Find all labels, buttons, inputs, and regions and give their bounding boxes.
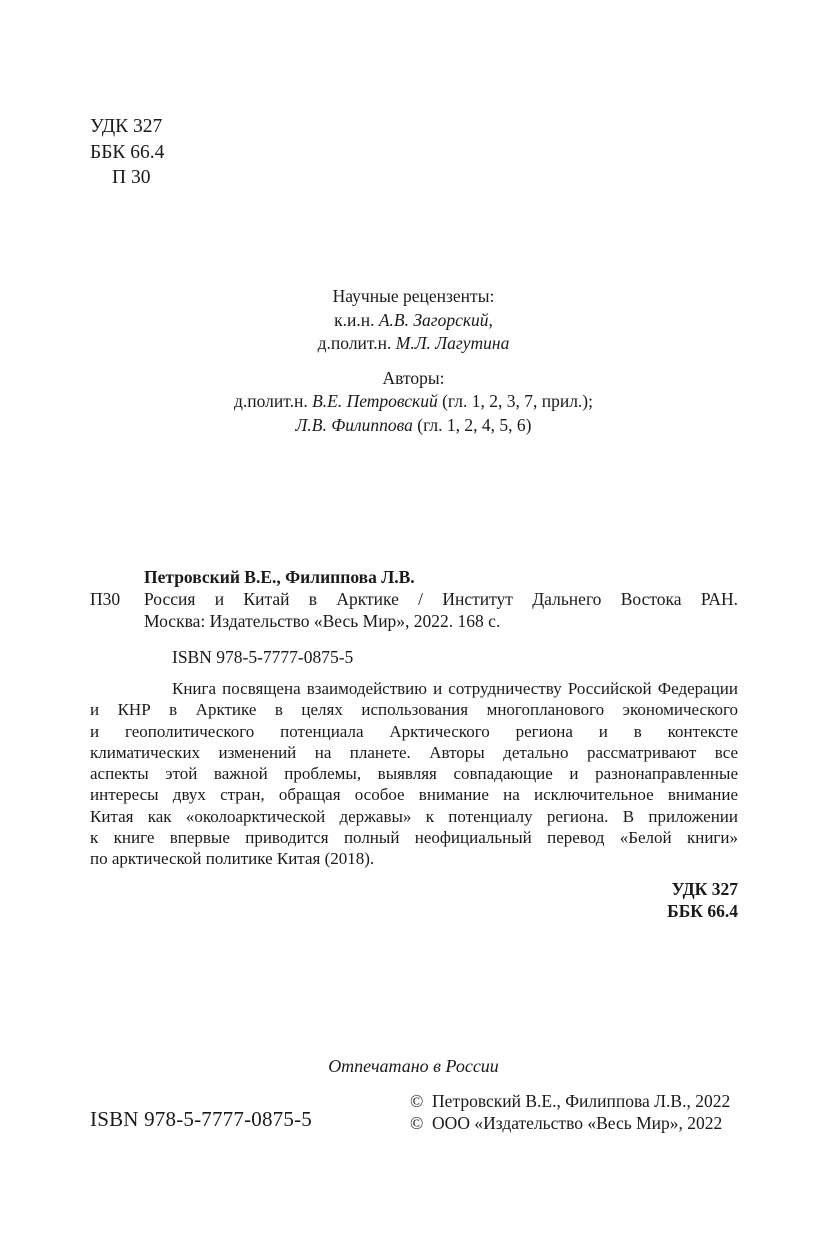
- abstract-line: климатических изменений на планете. Авторы детально рассматривают все: [90, 742, 738, 762]
- record-title-row: [90, 588, 738, 610]
- record-authors: Петровский В.Е., Филиппова Л.В.: [144, 567, 415, 587]
- abstract-line: Китая как «околоарктической державы» к потенциалу региона. В приложении: [90, 806, 738, 826]
- author-name: В.Е. Петровский: [312, 391, 438, 411]
- author-name: Л.В. Филиппова: [295, 414, 413, 435]
- abstract-line: интересы двух стран, обращая особое внимание на исключительное внимание: [90, 785, 738, 805]
- udk-code: УДК 327: [90, 116, 163, 137]
- copyright-block: [410, 1090, 730, 1134]
- abstract-line: по арктической политике Китая (2018).: [90, 849, 375, 869]
- record-bbk: ББК 66.4: [667, 900, 738, 921]
- classification-block: [90, 114, 164, 191]
- record-title: Россия и Китай в Арктике / Институт Дальнего Востока РАН.: [144, 589, 738, 609]
- bbk-code: ББК 66.4: [90, 141, 165, 163]
- author-line: [0, 414, 827, 438]
- reviewer-degree: к.и.н.: [334, 309, 375, 330]
- reviewers-section: [0, 285, 827, 437]
- abstract-line: и КНР в Арктике в целях использования многопланового экономического: [90, 700, 738, 720]
- footer-isbn: ISBN 978-5-7777-0875-5: [90, 1107, 312, 1131]
- abstract-line: Книга посвящена взаимодействию и сотрудничеству Российской Федерации: [172, 679, 738, 698]
- record-udk: УДК 327: [671, 878, 738, 899]
- reviewer-degree: д.полит.н.: [317, 333, 392, 353]
- library-record: [90, 566, 738, 922]
- author-line: [0, 390, 827, 414]
- record-mark: П30: [90, 589, 121, 609]
- reviewers-heading: Научные рецензенты:: [332, 286, 495, 306]
- record-abstract: [90, 678, 738, 870]
- record-codes: [90, 878, 738, 922]
- record-publisher: Москва: Издательство «Весь Мир», 2022. 168 с.: [144, 611, 501, 631]
- reviewer-name: М.Л. Лагутина: [395, 333, 510, 353]
- record-isbn: ISBN 978-5-7777-0875-5: [172, 647, 354, 667]
- author-chapters: (гл. 1, 2, 3, 7, прил.);: [437, 391, 593, 411]
- author-chapters: (гл. 1, 2, 4, 5, 6): [412, 414, 532, 435]
- abstract-line: к книге впервые приводится полный неофициальный перевод «Белой книги»: [90, 828, 738, 848]
- reviewer-name: А.В. Загорский,: [378, 309, 493, 330]
- authors-heading: Авторы:: [382, 367, 445, 388]
- author-degree: д.полит.н.: [234, 391, 308, 411]
- copyright-line: © Петровский В.Е., Филиппова Л.В., 2022: [410, 1091, 731, 1111]
- printed-in: Отпечатано в России: [328, 1056, 499, 1076]
- reviewer-line: [0, 309, 827, 333]
- copyright-line: © ООО «Издательство «Весь Мир», 2022: [410, 1113, 723, 1133]
- author-mark: П 30: [112, 167, 151, 188]
- reviewer-line: [0, 332, 827, 356]
- abstract-line: аспекты этой важной проблемы, выявляя совпадающие и разнонаправленные: [90, 764, 738, 784]
- abstract-line: и геополитического потенциала Арктического региона и в контексте: [90, 721, 738, 741]
